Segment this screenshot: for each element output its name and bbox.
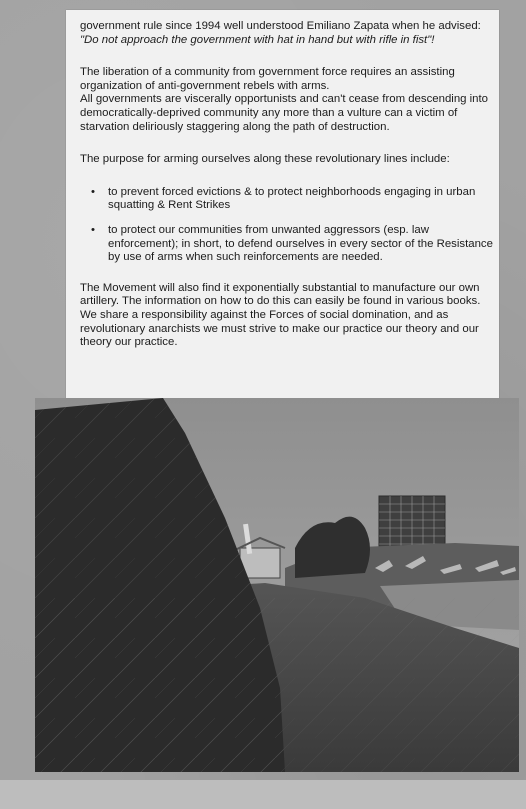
paragraph-responsibility: We share a responsibility against the Forces of social domination, and as revolutionary anarchists we must strive to make our practice our theory and our theory our practice.: [80, 308, 479, 349]
landscape-photo: [35, 398, 519, 772]
bullet-text: to prevent forced evictions & to protect neighborhoods engaging in urban squatting & Rent Strikes: [108, 185, 476, 212]
article-text: [80, 20, 500, 363]
zapata-quote: "Do not approach the government with hat in hand but with rifle in fist"!: [80, 33, 435, 46]
bullet-list: [78, 186, 498, 265]
paragraph-artillery: The Movement will also find it exponentially substantial to manufacture our own artillery. The information on how to do this can easily be found in various books.: [80, 281, 481, 308]
paragraph-zapata: [80, 20, 500, 47]
list-item: [78, 186, 498, 213]
building-icon: [379, 496, 445, 551]
list-item: [78, 224, 498, 265]
bullet-text: to protect our communities from unwanted aggressors (esp. law enforcement); in short, to defend ourselves in every sector of the Resistance by use of arms when such reinforcements are needed.: [108, 223, 493, 264]
bullet-dot-icon: •: [91, 223, 95, 236]
paragraph-liberation: The liberation of a community from government force requires an assisting organization of anti-government rebels with arms.: [80, 66, 455, 92]
paragraph-purpose: The purpose for arming ourselves along these revolutionary lines include:: [80, 153, 450, 166]
bottom-margin-strip: [0, 780, 526, 809]
paragraph-governments: All governments are viscerally opportunists and can't cease from descending into democratically-deprived community any more than a vulture can a victim of starvation deliriously staggering along the path of destruction.: [80, 93, 489, 133]
bullet-dot-icon: •: [91, 185, 95, 198]
paragraph-zapata-text: government rule since 1994 well understood Emiliano Zapata when he advised:: [80, 20, 481, 32]
